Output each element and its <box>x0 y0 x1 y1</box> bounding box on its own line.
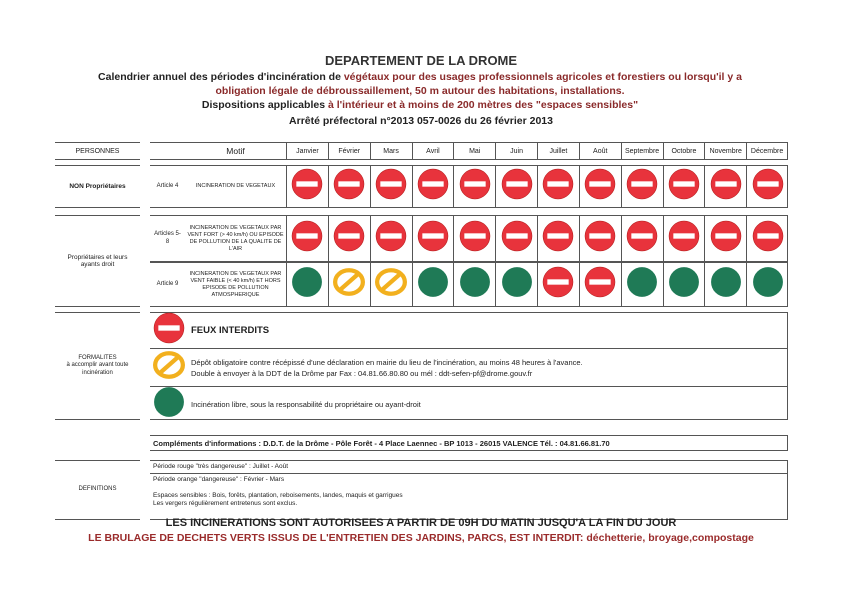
formalites-label <box>55 312 140 420</box>
arrete-reference: Arrêté préfectoral n°2013 057-0026 du 26 février 2013 <box>289 115 553 127</box>
month-header: Novembre <box>704 142 746 160</box>
table-row <box>150 215 788 262</box>
no-entry-icon <box>668 220 700 257</box>
green-circle-icon <box>417 266 449 303</box>
green-circle-icon <box>291 266 323 303</box>
article-cell: Articles 5-8 <box>154 231 181 245</box>
no-entry-icon <box>459 220 491 257</box>
article-cell: Article 9 <box>156 280 179 287</box>
no-entry-icon <box>542 220 574 257</box>
legend-red <box>150 313 787 349</box>
no-entry-icon <box>542 168 574 205</box>
no-entry-icon <box>375 168 407 205</box>
month-status-red <box>579 166 621 207</box>
prohibited-orange-icon <box>153 349 185 386</box>
legend-green <box>150 387 787 421</box>
month-header: Août <box>579 142 621 160</box>
month-status-green <box>495 263 537 306</box>
motif-cell: INCINERATION DE VEGETAUX <box>195 183 276 189</box>
month-status-red <box>495 216 537 261</box>
no-entry-icon <box>417 220 449 257</box>
month-status-red <box>286 166 328 207</box>
subtitle-part: Calendrier annuel des périodes d'incinération de <box>98 71 344 83</box>
group-non-proprietaires: NON Propriétaires <box>55 165 140 208</box>
legend-orange-text-2: Double à envoyer à la DDT de la Drôme par Fax : 04.81.66.80.80 ou mél : ddt-sefen-pf@drome.gouv.fr <box>191 368 533 378</box>
month-status-red <box>370 216 412 261</box>
green-circle-icon <box>459 266 491 303</box>
no-entry-icon <box>501 168 533 205</box>
legend <box>150 312 788 420</box>
def-rouge: Période rouge "très dangereuse" : Juillet - Août <box>150 461 787 474</box>
month-header: Juillet <box>537 142 579 160</box>
article-cell: Article 4 <box>156 182 179 189</box>
def-orange: Période orange "dangereuse" : Février - Mars <box>153 476 285 483</box>
month-status-red <box>328 216 370 261</box>
no-entry-icon <box>626 220 658 257</box>
month-status-red <box>621 216 663 261</box>
month-status-red <box>328 166 370 207</box>
no-entry-icon <box>333 168 365 205</box>
month-status-red <box>704 216 746 261</box>
no-entry-icon <box>501 220 533 257</box>
no-entry-icon <box>153 312 185 349</box>
subtitle-part: Dispositions applicables <box>201 99 328 111</box>
month-status-red <box>537 166 579 207</box>
month-status-red <box>621 166 663 207</box>
motif-cell: INCINERATION DE VEGETAUX PAR VENT FORT (> 40 km/h) OU EPISODE DE POLLUTION DE LA QUALITE DE L'AIR <box>187 224 284 252</box>
header-personnes: PERSONNES <box>55 142 140 160</box>
month-status-red <box>746 166 788 207</box>
table-row <box>150 262 788 307</box>
month-header: Octobre <box>663 142 705 160</box>
footer-hours: LES INCINERATIONS SONT AUTORISEES A PARTIR DE 09H DU MATIN JUSQU'A LA FIN DU JOUR <box>165 517 677 529</box>
def-espaces-2: Les vergers régulièrement entretenus sont exclus. <box>153 500 298 507</box>
no-entry-icon <box>710 220 742 257</box>
month-header: Décembre <box>746 142 788 160</box>
green-circle-icon <box>668 266 700 303</box>
month-status-green <box>412 263 454 306</box>
no-entry-icon <box>584 168 616 205</box>
month-header: Janvier <box>286 142 328 160</box>
motif-cell: INCINERATION DE VEGETAUX PAR VENT FAIBLE (< 40 km/h) ET HORS EPISODE DE POLLUTION ATMOSPHERIQUE <box>189 270 282 298</box>
month-status-green <box>746 263 788 306</box>
green-circle-icon <box>626 266 658 303</box>
no-entry-icon <box>584 220 616 257</box>
legend-orange <box>150 349 787 387</box>
no-entry-icon <box>752 168 784 205</box>
subtitle-part: obligation légale de débroussaillement, 50 m autour des habitations, installations. <box>215 85 625 97</box>
month-status-green <box>286 263 328 306</box>
month-status-orange <box>328 263 370 306</box>
footer-warning-b: déchetterie, broyage,compostage <box>586 532 754 544</box>
month-header: Juin <box>495 142 537 160</box>
header-motif: Motif <box>226 146 245 156</box>
month-status-red <box>495 166 537 207</box>
table-row <box>150 165 788 208</box>
no-entry-icon <box>333 220 365 257</box>
green-circle-icon <box>710 266 742 303</box>
month-status-red <box>579 263 621 306</box>
no-entry-icon <box>752 220 784 257</box>
subtitle-part: végétaux pour des usages professionnels agricoles et forestiers ou lorsqu'il y a <box>343 71 742 83</box>
legend-red-text: FEUX INTERDITS <box>191 325 270 336</box>
no-entry-icon <box>375 220 407 257</box>
page-title: DEPARTEMENT DE LA DROME <box>324 53 518 68</box>
month-status-green <box>453 263 495 306</box>
month-status-red <box>704 166 746 207</box>
def-espaces <box>150 487 787 508</box>
green-circle-icon <box>153 386 185 423</box>
no-entry-icon <box>291 168 323 205</box>
no-entry-icon <box>417 168 449 205</box>
month-status-green <box>621 263 663 306</box>
month-status-red <box>579 216 621 261</box>
month-status-green <box>663 263 705 306</box>
month-status-red <box>453 216 495 261</box>
month-header: Mai <box>453 142 495 160</box>
legend-orange-text-1: Dépôt obligatoire contre récépissé d'une déclaration en mairie du lieu de l'incinération, au moins 48 heures à l'avance. <box>191 357 583 367</box>
footer-warning <box>0 532 842 544</box>
formalites-title: FORMALITES <box>78 354 117 361</box>
month-status-red <box>663 166 705 207</box>
no-entry-icon <box>459 168 491 205</box>
month-status-orange <box>370 263 412 306</box>
month-status-red <box>370 166 412 207</box>
subtitle-line-3 <box>60 98 780 112</box>
prohibited-orange-icon <box>333 266 365 303</box>
formalites-sub: à accomplir avant toute incinération <box>66 362 129 376</box>
subtitle-line-2 <box>60 84 780 98</box>
no-entry-icon <box>584 266 616 303</box>
month-status-red <box>663 216 705 261</box>
subtitle-line-1 <box>60 70 780 84</box>
definitions <box>150 460 788 520</box>
month-status-red <box>412 166 454 207</box>
month-status-red <box>286 216 328 261</box>
month-status-red <box>412 216 454 261</box>
group-proprietaires: Propriétaires et leurs ayants droit <box>55 215 140 307</box>
def-espaces-1: Espaces sensibles : Bois, forêts, plantation, reboisements, landes, maquis et garrigues <box>153 492 403 499</box>
month-header: Septembre <box>621 142 663 160</box>
no-entry-icon <box>668 168 700 205</box>
no-entry-icon <box>291 220 323 257</box>
no-entry-icon <box>542 266 574 303</box>
month-header: Février <box>328 142 370 160</box>
no-entry-icon <box>710 168 742 205</box>
month-status-red <box>453 166 495 207</box>
footer-warning-a: LE BRULAGE DE DECHETS VERTS ISSUS DE L'ENTRETIEN DES JARDINS, PARCS, EST INTERDIT: <box>88 532 587 544</box>
definitions-label: DEFINITIONS <box>55 460 140 520</box>
complements-info: Compléments d'informations : D.D.T. de la Drôme - Pôle Forêt - 4 Place Laennec - BP 1013 - 26015 VALENCE Tél. : 04.81.66.81.70 <box>150 435 788 451</box>
green-circle-icon <box>501 266 533 303</box>
prohibited-orange-icon <box>375 266 407 303</box>
legend-green-text: Incinération libre, sous la responsabilité du propriétaire ou ayant-droit <box>191 399 421 409</box>
month-status-red <box>537 263 579 306</box>
month-header: Avril <box>412 142 454 160</box>
month-header: Mars <box>370 142 412 160</box>
month-status-red <box>537 216 579 261</box>
green-circle-icon <box>752 266 784 303</box>
subtitle-part: à l'intérieur et à moins de 200 mètres des "espaces sensibles" <box>327 99 639 111</box>
month-status-red <box>746 216 788 261</box>
no-entry-icon <box>626 168 658 205</box>
month-status-green <box>704 263 746 306</box>
